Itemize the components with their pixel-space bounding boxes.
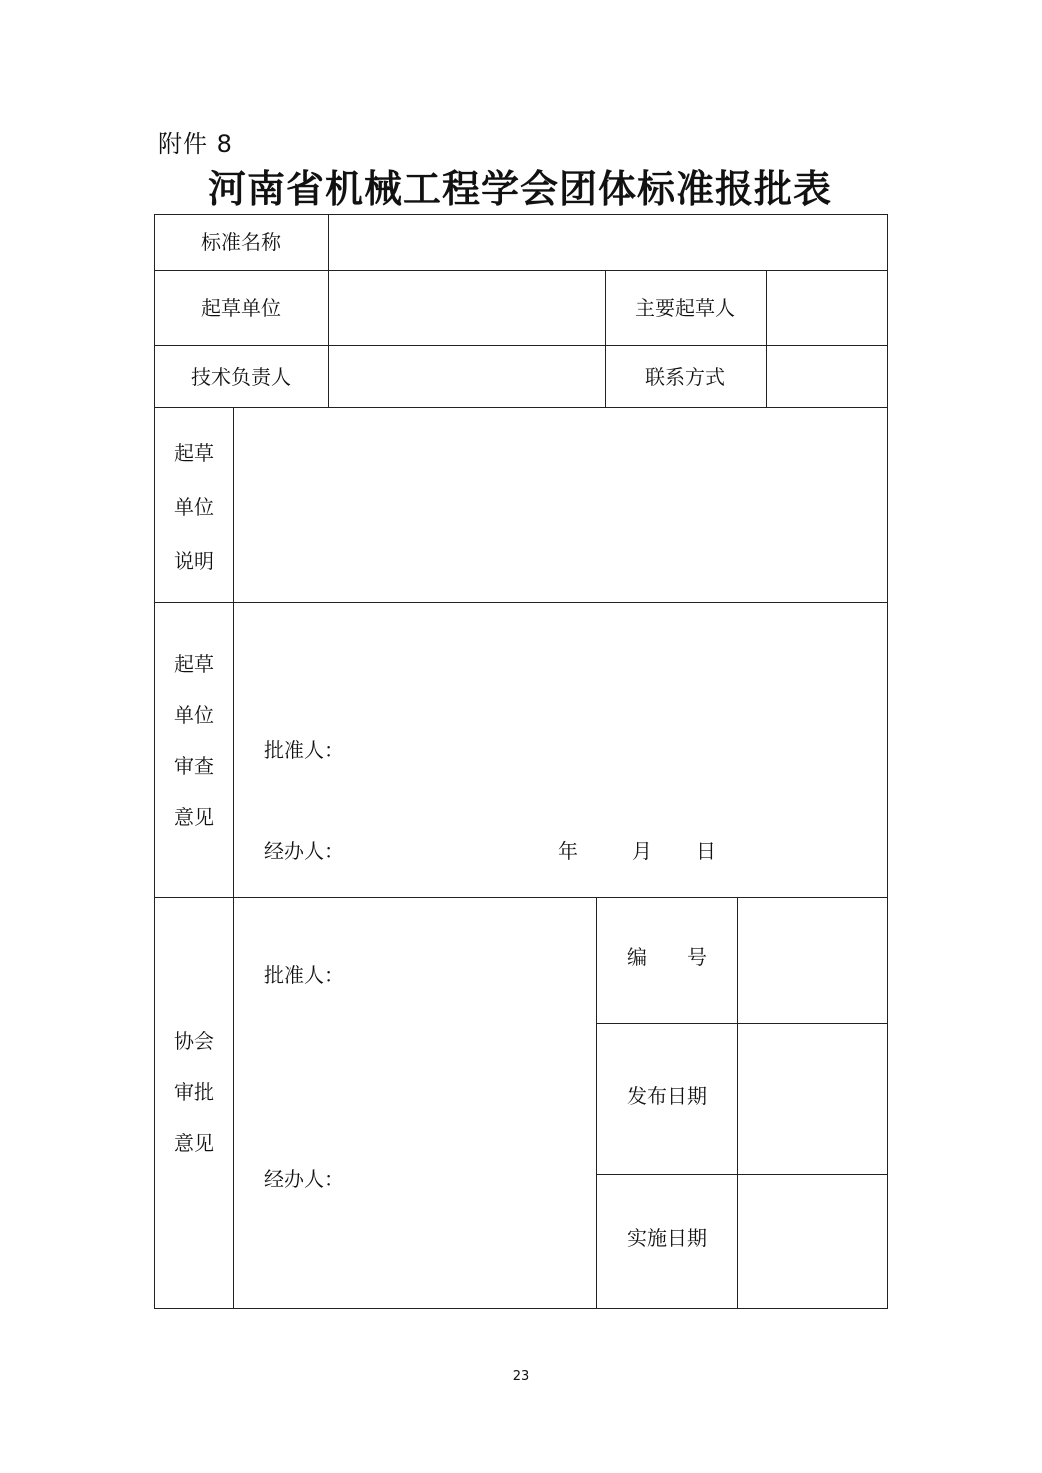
- unit-review-handler-label: 经办人：: [264, 839, 344, 863]
- month-label: 月: [632, 839, 652, 863]
- association-approval-label-line: 审批: [174, 1080, 214, 1104]
- unit-review-label-line: 起草: [174, 652, 214, 676]
- page-title: 河南省机械工程学会团体标准报批表: [207, 167, 832, 211]
- unit-description-label-line: 起草: [174, 441, 214, 465]
- publish-date-label: 发布日期: [627, 1084, 707, 1108]
- publish-date-field[interactable]: [738, 1024, 887, 1174]
- day-label: 日: [696, 839, 716, 863]
- unit-review-approver-label: 批准人：: [264, 738, 344, 762]
- column-divider: [596, 897, 597, 1308]
- contact-field[interactable]: [767, 346, 887, 407]
- technical-lead-label: 技术负责人: [191, 365, 291, 389]
- year-label: 年: [558, 839, 578, 863]
- main-drafter-field[interactable]: [767, 271, 887, 345]
- attachment-label: 附件 8: [158, 130, 233, 158]
- implement-date-label: 实施日期: [627, 1226, 707, 1250]
- association-approver-label: 批准人：: [264, 963, 344, 987]
- main-drafter-label: 主要起草人: [635, 296, 735, 320]
- standard-name-label: 标准名称: [201, 230, 281, 254]
- association-approval-label-line: 协会: [174, 1029, 214, 1053]
- table-border-left: [154, 214, 155, 1309]
- unit-description-label-line: 说明: [174, 549, 214, 573]
- column-divider: [605, 270, 606, 407]
- association-handler-label: 经办人：: [264, 1167, 344, 1191]
- unit-review-label-line: 审查: [174, 754, 214, 778]
- drafting-unit-label: 起草单位: [201, 296, 281, 320]
- number-field[interactable]: [738, 898, 887, 1023]
- association-approval-label-line: 意见: [174, 1131, 214, 1155]
- technical-lead-field[interactable]: [329, 346, 605, 407]
- page-number: 23: [512, 1369, 530, 1384]
- unit-description-label-line: 单位: [174, 495, 214, 519]
- contact-label: 联系方式: [645, 365, 725, 389]
- table-border-bottom: [154, 1308, 888, 1309]
- unit-description-field[interactable]: [234, 408, 887, 602]
- association-approval-field[interactable]: [234, 898, 596, 1308]
- unit-review-label-line: 单位: [174, 703, 214, 727]
- standard-name-field[interactable]: [329, 215, 887, 270]
- implement-date-field[interactable]: [738, 1175, 887, 1308]
- drafting-unit-field[interactable]: [329, 271, 605, 345]
- table-border-right: [887, 214, 888, 1309]
- unit-review-label-line: 意见: [174, 805, 214, 829]
- number-label: 编 号: [627, 945, 707, 969]
